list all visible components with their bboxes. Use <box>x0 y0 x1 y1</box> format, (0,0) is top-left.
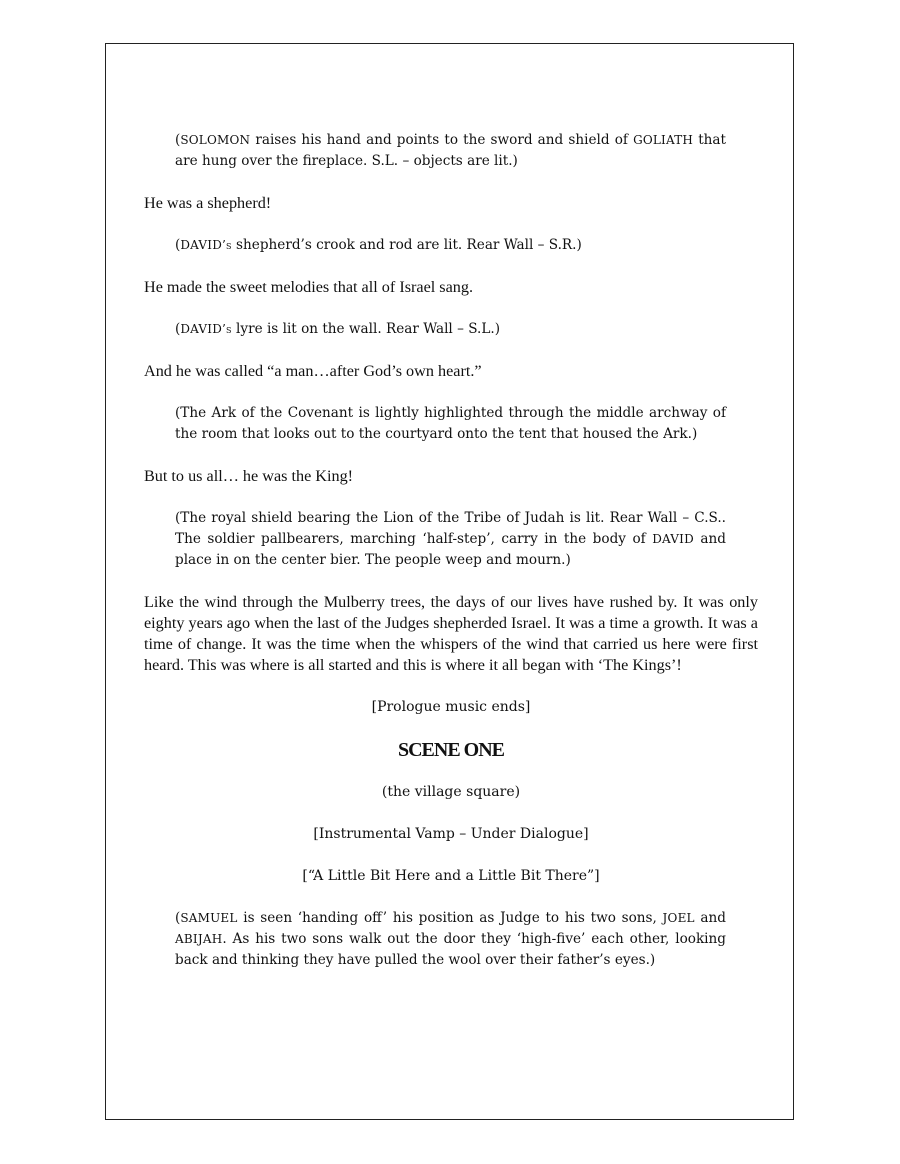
dialogue-line: And he was called “a man…after God’s own heart.” <box>144 362 482 380</box>
stage-direction <box>175 319 726 340</box>
character-name: DAVID’s <box>180 322 232 336</box>
stage-direction: (The Ark of the Covenant is lightly highlighted through the middle archway of the room that looks out to the courtyard onto the tent that housed the Ark.) <box>175 405 726 442</box>
stage-direction <box>175 508 726 571</box>
music-cue: [Prologue music ends] <box>371 699 531 715</box>
character-name: DAVID’s <box>180 238 232 252</box>
sd-text: ( <box>175 910 181 926</box>
dialogue-line: He made the sweet melodies that all of Israel sang. <box>144 278 474 296</box>
character-name: SAMUEL <box>180 911 238 925</box>
sd-text: (The royal shield bearing the Lion of the Tribe of Judah is lit. Rear Wall – C.S.. The soldier pallbearers, marching ‘half-step’, carry in the body of <box>175 510 726 547</box>
sd-text: is seen ‘handing off’ his position as Judge to his two sons, <box>237 910 663 926</box>
character-name: DAVID <box>652 532 694 546</box>
sd-text: ( <box>175 237 181 253</box>
scene-title: SCENE ONE <box>397 739 505 761</box>
page-content <box>144 130 758 971</box>
sd-text: ( <box>175 132 181 148</box>
sd-text: that are hung over the fireplace. S.L. – objects are lit.) <box>175 132 727 169</box>
sd-text: and place in on the center bier. The people weep and mourn.) <box>175 531 726 568</box>
song-title: [“A Little Bit Here and a Little Bit There”] <box>302 868 600 884</box>
character-name: ABIJAH <box>175 932 223 946</box>
script-page <box>105 43 794 1120</box>
sd-text: ( <box>175 321 181 337</box>
music-cue: [Instrumental Vamp – Under Dialogue] <box>313 826 589 842</box>
stage-direction <box>175 908 726 971</box>
stage-direction <box>175 235 726 256</box>
stage-direction <box>175 130 726 172</box>
sd-text: . As his two sons walk out the door they ‘high-five’ each other, looking back and thinking they have pulled the wool over their father’s eyes.) <box>175 931 726 968</box>
character-name: SOLOMON <box>180 133 251 147</box>
sd-text: shepherd’s crook and rod are lit. Rear Wall – S.R.) <box>231 237 582 253</box>
scene-setting: (the village square) <box>381 784 521 800</box>
character-name: JOEL <box>662 911 695 925</box>
dialogue-paragraph: Like the wind through the Mulberry trees, the days of our lives have rushed by. It was only eighty years ago when the last of the Judges shepherded Israel. It was a time a growth. It was a time of change. It was the time when the whispers of the wind that carried us here were first heard. This was where is all started and this is where it all began with ‘The Kings’! <box>144 593 758 674</box>
character-name: GOLIATH <box>633 133 694 147</box>
sd-text: raises his hand and points to the sword and shield of <box>250 132 634 148</box>
sd-text: lyre is lit on the wall. Rear Wall – S.L.) <box>231 321 501 337</box>
dialogue-line: He was a shepherd! <box>144 194 272 212</box>
sd-text: and <box>694 910 726 926</box>
dialogue-line: But to us all… he was the King! <box>144 467 354 485</box>
